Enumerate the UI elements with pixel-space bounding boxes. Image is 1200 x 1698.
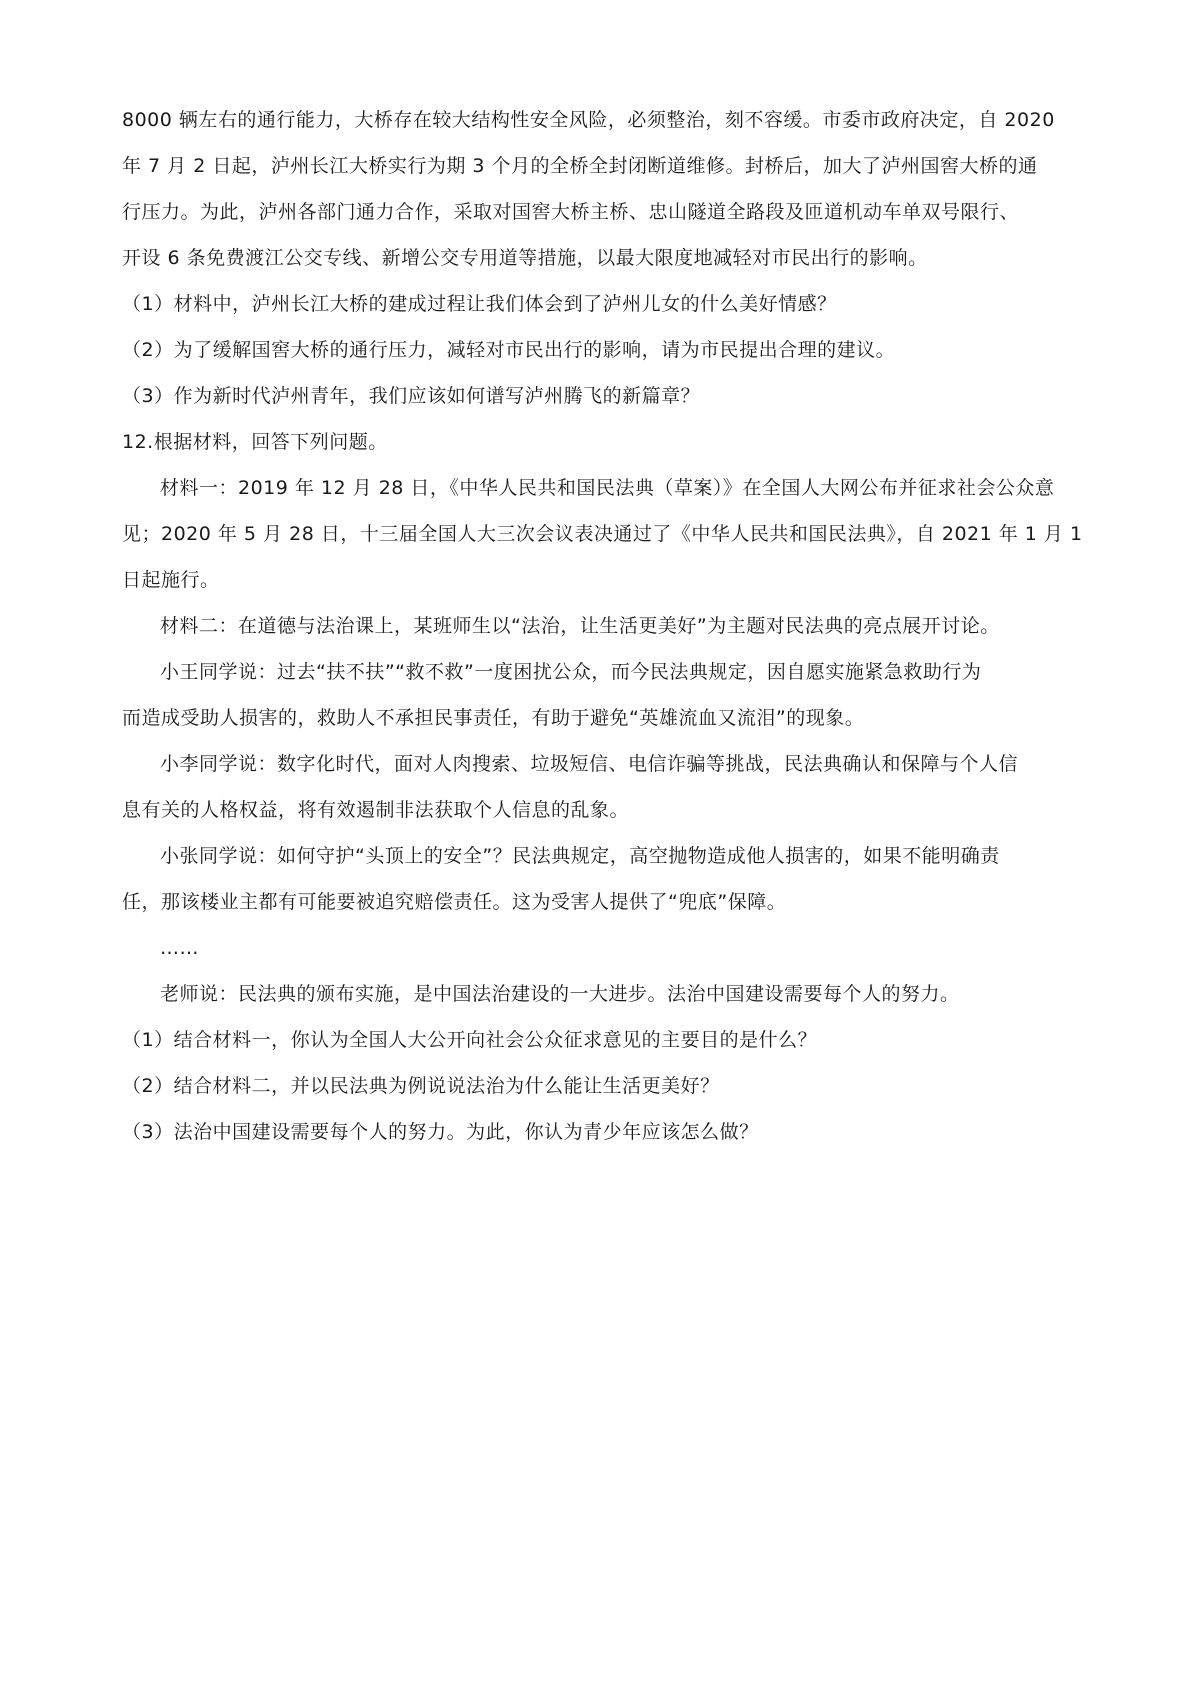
sub-question: （2）结合材料二，并以民法典为例说说法治为什么能让生活更美好？	[122, 1075, 720, 1097]
text-line: 见；2020 年 5 月 28 日，十三届全国人大三次会议表决通过了《中华人民共和国民法典》，自 2021 年 1 月 1	[122, 523, 1083, 545]
question-12-title: 12.根据材料，回答下列问题。	[122, 431, 388, 453]
sub-question: （1）结合材料一，你认为全国人大公开向社会公众征求意见的主要目的是什么？	[122, 1029, 818, 1051]
student-li	[122, 741, 1092, 833]
text-line: 息有关的人格权益，将有效遏制非法获取个人信息的乱象。	[122, 799, 630, 821]
text-line: 小张同学说：如何守护“头顶上的安全”？民法典规定，高空抛物造成他人损害的，如果不能明确责	[160, 845, 1000, 867]
question-12-subquestions	[122, 1017, 1092, 1155]
material-1	[122, 465, 1092, 603]
material-2: 材料二：在道德与法治课上，某班师生以“法治，让生活更美好”为主题对民法典的亮点展开讨论。	[160, 615, 1000, 637]
text-line: 行压力。为此，泸州各部门通力合作，采取对国窖大桥主桥、忠山隧道全路段及匝道机动车单双号限行、	[122, 201, 1020, 223]
page-content	[122, 97, 1092, 1155]
text-line: 年 7 月 2 日起，泸州长江大桥实行为期 3 个月的全桥全封闭断道维修。封桥后，加大了泸州国窖大桥的通	[122, 155, 1038, 177]
sub-question: （3）作为新时代泸州青年，我们应该如何谱写泸州腾飞的新篇章？	[122, 385, 701, 407]
student-zhang	[122, 833, 1092, 925]
paragraph-bridge	[122, 97, 1092, 281]
student-wang	[122, 649, 1092, 741]
question-11-subquestions	[122, 281, 1092, 419]
text-line: 8000 辆左右的通行能力，大桥存在较大结构性安全风险，必须整治，刻不容缓。市委市政府决定，自 2020	[122, 109, 1055, 131]
sub-question: （3）法治中国建设需要每个人的努力。为此，你认为青少年应该怎么做？	[122, 1121, 759, 1143]
teacher-remark: 老师说：民法典的颁布实施，是中国法治建设的一大进步。法治中国建设需要每个人的努力。	[160, 983, 960, 1005]
text-line: 材料一：2019 年 12 月 28 日，《中华人民共和国民法典（草案）》在全国人大网公布并征求社会公众意	[160, 477, 1055, 499]
text-line: 任，那该楼业主都有可能要被追究赔偿责任。这为受害人提供了“兜底”保障。	[122, 891, 787, 913]
text-line: 小王同学说：过去“扶不扶”“救不救”一度困扰公众，而今民法典规定，因自愿实施紧急救助行为	[160, 661, 982, 683]
ellipsis: ……	[160, 937, 199, 959]
sub-question: （2）为了缓解国窖大桥的通行压力，减轻对市民出行的影响，请为市民提出合理的建议。	[122, 339, 896, 361]
text-line: 小李同学说：数字化时代，面对人肉搜索、垃圾短信、电信诈骗等挑战，民法典确认和保障与个人信	[160, 753, 1019, 775]
text-line: 日起施行。	[122, 569, 220, 591]
text-line: 开设 6 条免费渡江公交专线、新增公交专用道等措施，以最大限度地减轻对市民出行的影响。	[122, 247, 928, 269]
sub-question: （1）材料中，泸州长江大桥的建成过程让我们体会到了泸州儿女的什么美好情感？	[122, 293, 837, 315]
text-line: 而造成受助人损害的，救助人不承担民事责任，有助于避免“英雄流血又流泪”的现象。	[122, 707, 865, 729]
